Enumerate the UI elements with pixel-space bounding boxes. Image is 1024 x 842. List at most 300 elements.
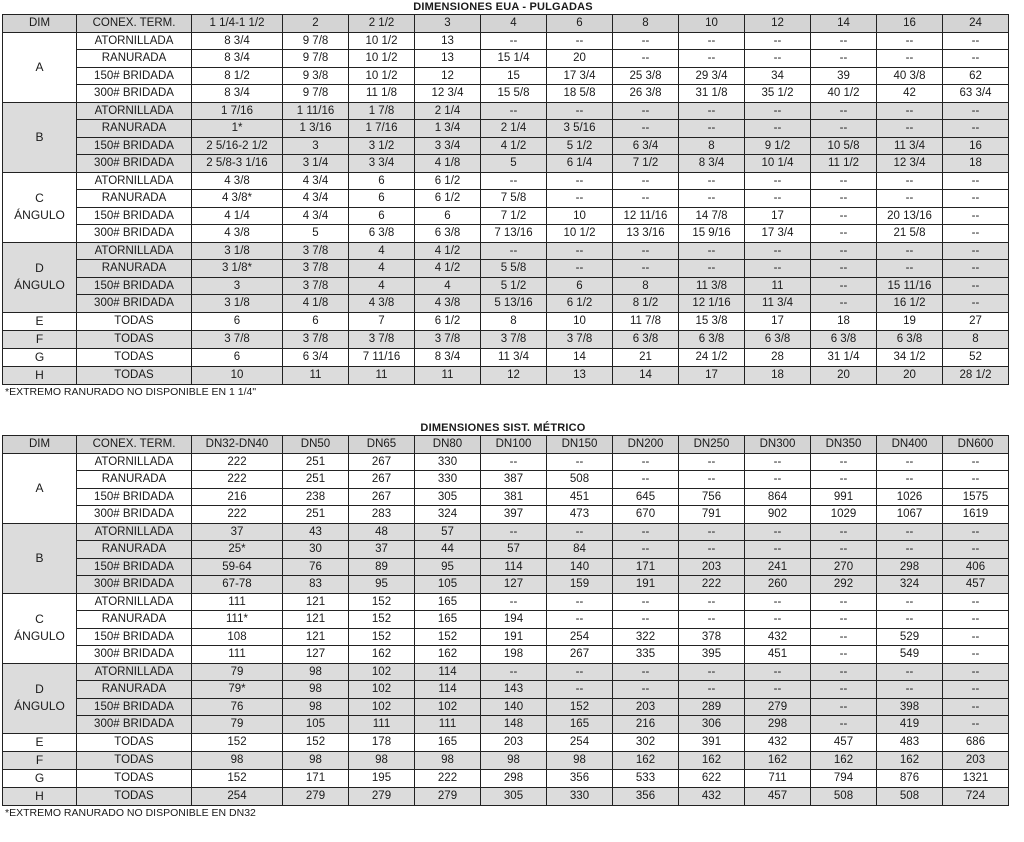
value-cell: 95 xyxy=(415,558,481,576)
value-cell: 254 xyxy=(547,628,613,646)
value-cell: 140 xyxy=(481,698,547,716)
value-cell: -- xyxy=(679,32,745,50)
value-cell: -- xyxy=(745,453,811,471)
value-cell: -- xyxy=(679,172,745,190)
value-cell: -- xyxy=(679,593,745,611)
value-cell: 7 1/2 xyxy=(481,207,547,225)
value-cell: -- xyxy=(613,190,679,208)
value-cell: 10 xyxy=(192,366,283,384)
value-cell: -- xyxy=(943,523,1009,541)
value-cell: -- xyxy=(811,681,877,699)
value-cell: -- xyxy=(745,32,811,50)
dim-label-line: D xyxy=(35,682,44,696)
value-cell: 121 xyxy=(283,593,349,611)
value-cell: -- xyxy=(877,663,943,681)
value-cell: -- xyxy=(811,32,877,50)
value-cell: 6 xyxy=(349,190,415,208)
value-cell: 533 xyxy=(613,769,679,787)
value-cell: -- xyxy=(547,260,613,278)
value-cell: 98 xyxy=(283,663,349,681)
value-cell: 4 1/4 xyxy=(192,207,283,225)
dim-label xyxy=(3,172,77,242)
value-cell: -- xyxy=(613,541,679,559)
value-cell: 165 xyxy=(547,716,613,734)
value-cell: -- xyxy=(745,190,811,208)
value-cell: -- xyxy=(547,102,613,120)
value-cell: 279 xyxy=(415,787,481,805)
value-cell: -- xyxy=(679,681,745,699)
value-cell: 6 xyxy=(547,277,613,295)
value-cell: -- xyxy=(811,453,877,471)
value-cell: 29 3/4 xyxy=(679,67,745,85)
value-cell: -- xyxy=(547,611,613,629)
value-cell: 25 3/8 xyxy=(613,67,679,85)
value-cell: -- xyxy=(547,190,613,208)
connection-cell: ATORNILLADA xyxy=(77,453,192,471)
dim-label-line: F xyxy=(35,752,44,767)
value-cell: 330 xyxy=(415,453,481,471)
value-cell: 140 xyxy=(547,558,613,576)
value-cell: 3 7/8 xyxy=(283,242,349,260)
table-row xyxy=(3,312,1009,330)
value-cell: 15 xyxy=(481,67,547,85)
size-header: DN300 xyxy=(745,436,811,454)
value-cell: -- xyxy=(745,50,811,68)
value-cell: 121 xyxy=(283,611,349,629)
value-cell: 152 xyxy=(349,611,415,629)
size-header: 10 xyxy=(679,15,745,33)
value-cell: 356 xyxy=(613,787,679,805)
value-cell: 105 xyxy=(415,576,481,594)
dim-label-line: ÁNGULO xyxy=(14,208,65,222)
value-cell: 2 1/4 xyxy=(481,120,547,138)
value-cell: 6 xyxy=(192,348,283,366)
size-header: 2 xyxy=(283,15,349,33)
value-cell: 39 xyxy=(811,67,877,85)
value-cell: 1321 xyxy=(943,769,1009,787)
table-row xyxy=(3,102,1009,120)
table-row xyxy=(3,769,1009,787)
value-cell: 8 3/4 xyxy=(192,50,283,68)
value-cell: 508 xyxy=(811,787,877,805)
value-cell: 298 xyxy=(481,769,547,787)
value-cell: 483 xyxy=(877,733,943,751)
value-cell: 42 xyxy=(877,85,943,103)
table-row xyxy=(3,32,1009,50)
value-cell: 35 1/2 xyxy=(745,85,811,103)
table-body xyxy=(3,453,1009,805)
value-cell: 7 5/8 xyxy=(481,190,547,208)
value-cell: 108 xyxy=(192,628,283,646)
dim-label xyxy=(3,523,77,593)
value-cell: -- xyxy=(943,225,1009,243)
value-cell: 19 xyxy=(877,312,943,330)
value-cell: -- xyxy=(613,120,679,138)
value-cell: 98 xyxy=(547,751,613,769)
value-cell: 1026 xyxy=(877,488,943,506)
value-cell: 222 xyxy=(192,506,283,524)
value-cell: -- xyxy=(481,102,547,120)
value-cell: 267 xyxy=(349,453,415,471)
value-cell: -- xyxy=(811,190,877,208)
imperial-table-title: DIMENSIONES EUA - PULGADAS xyxy=(413,1,593,13)
value-cell: 267 xyxy=(547,646,613,664)
value-cell: 254 xyxy=(192,787,283,805)
value-cell: 98 xyxy=(415,751,481,769)
value-cell: 3 7/8 xyxy=(415,330,481,348)
value-cell: 1 11/16 xyxy=(283,102,349,120)
value-cell: -- xyxy=(745,172,811,190)
connection-cell: TODAS xyxy=(77,330,192,348)
value-cell: -- xyxy=(811,260,877,278)
value-cell: 11 3/4 xyxy=(745,295,811,313)
dim-label-line: ÁNGULO xyxy=(14,629,65,643)
value-cell: 270 xyxy=(811,558,877,576)
value-cell: 4 1/2 xyxy=(415,242,481,260)
table-row xyxy=(3,225,1009,243)
dim-label xyxy=(3,663,77,733)
table-row xyxy=(3,506,1009,524)
value-cell: 40 1/2 xyxy=(811,85,877,103)
value-cell: 5 xyxy=(481,155,547,173)
size-header: DN400 xyxy=(877,436,943,454)
value-cell: 79 xyxy=(192,716,283,734)
value-cell: 6 xyxy=(349,207,415,225)
value-cell: 8 xyxy=(943,330,1009,348)
value-cell: 5 1/2 xyxy=(481,277,547,295)
value-cell: 4 1/8 xyxy=(283,295,349,313)
value-cell: 6 3/8 xyxy=(811,330,877,348)
value-cell: 4 xyxy=(349,242,415,260)
value-cell: -- xyxy=(745,593,811,611)
value-cell: 1 3/4 xyxy=(415,120,481,138)
value-cell: 111 xyxy=(192,593,283,611)
value-cell: -- xyxy=(679,471,745,489)
value-cell: 1 7/8 xyxy=(349,102,415,120)
value-cell: 17 3/4 xyxy=(547,67,613,85)
table-body xyxy=(3,32,1009,384)
value-cell: 5 xyxy=(283,225,349,243)
value-cell: 1* xyxy=(192,120,283,138)
value-cell: 457 xyxy=(943,576,1009,594)
value-cell: 473 xyxy=(547,506,613,524)
connection-cell: TODAS xyxy=(77,312,192,330)
value-cell: -- xyxy=(943,32,1009,50)
value-cell: -- xyxy=(877,102,943,120)
value-cell: 12 11/16 xyxy=(613,207,679,225)
value-cell: 57 xyxy=(415,523,481,541)
value-cell: 76 xyxy=(192,698,283,716)
value-cell: -- xyxy=(679,242,745,260)
imperial-dimensions-section xyxy=(2,0,1004,399)
value-cell: -- xyxy=(811,50,877,68)
value-cell: 17 xyxy=(745,207,811,225)
connection-cell: RANURADA xyxy=(77,471,192,489)
value-cell: 34 1/2 xyxy=(877,348,943,366)
value-cell: 298 xyxy=(745,716,811,734)
value-cell: 4 1/8 xyxy=(415,155,481,173)
value-cell: 289 xyxy=(679,698,745,716)
table-row xyxy=(3,155,1009,173)
value-cell: -- xyxy=(547,681,613,699)
value-cell: 111 xyxy=(192,646,283,664)
value-cell: 6 3/8 xyxy=(613,330,679,348)
dim-label xyxy=(3,453,77,523)
value-cell: 111 xyxy=(349,716,415,734)
value-cell: 3 7/8 xyxy=(283,330,349,348)
value-cell: 8 3/4 xyxy=(192,32,283,50)
value-cell: 508 xyxy=(877,787,943,805)
value-cell: 298 xyxy=(877,558,943,576)
value-cell: 395 xyxy=(679,646,745,664)
value-cell: 791 xyxy=(679,506,745,524)
value-cell: -- xyxy=(613,681,679,699)
value-cell: 10 xyxy=(547,207,613,225)
value-cell: 254 xyxy=(547,733,613,751)
value-cell: 11 xyxy=(415,366,481,384)
value-cell: 198 xyxy=(481,646,547,664)
table-row xyxy=(3,787,1009,805)
value-cell: -- xyxy=(613,32,679,50)
size-header: 1 1/4-1 1/2 xyxy=(192,15,283,33)
connection-cell: TODAS xyxy=(77,769,192,787)
value-cell: 203 xyxy=(613,698,679,716)
value-cell: 57 xyxy=(481,541,547,559)
value-cell: -- xyxy=(481,453,547,471)
value-cell: -- xyxy=(745,102,811,120)
value-cell: 15 1/4 xyxy=(481,50,547,68)
value-cell: -- xyxy=(481,32,547,50)
size-header: 2 1/2 xyxy=(349,15,415,33)
value-cell: 165 xyxy=(415,733,481,751)
value-cell: 84 xyxy=(547,541,613,559)
value-cell: 324 xyxy=(415,506,481,524)
value-cell: 3 1/2 xyxy=(349,137,415,155)
value-cell: 12 xyxy=(481,366,547,384)
connection-cell: 150# BRIDADA xyxy=(77,488,192,506)
connection-cell: 300# BRIDADA xyxy=(77,506,192,524)
value-cell: 902 xyxy=(745,506,811,524)
value-cell: -- xyxy=(613,242,679,260)
value-cell: 165 xyxy=(415,611,481,629)
table-row xyxy=(3,681,1009,699)
value-cell: -- xyxy=(943,207,1009,225)
value-cell: 10 1/2 xyxy=(349,32,415,50)
connection-cell: 300# BRIDADA xyxy=(77,646,192,664)
value-cell: 13 xyxy=(415,50,481,68)
value-cell: 159 xyxy=(547,576,613,594)
value-cell: 6 1/2 xyxy=(415,172,481,190)
value-cell: -- xyxy=(877,50,943,68)
value-cell: 1619 xyxy=(943,506,1009,524)
value-cell: 152 xyxy=(547,698,613,716)
value-cell: 724 xyxy=(943,787,1009,805)
value-cell: 148 xyxy=(481,716,547,734)
value-cell: 670 xyxy=(613,506,679,524)
metric-dimensions-section xyxy=(2,421,1004,820)
value-cell: 864 xyxy=(745,488,811,506)
table-row xyxy=(3,172,1009,190)
table-row xyxy=(3,295,1009,313)
value-cell: -- xyxy=(943,277,1009,295)
connection-cell: RANURADA xyxy=(77,190,192,208)
dim-label-line: E xyxy=(35,734,44,749)
connection-cell: TODAS xyxy=(77,348,192,366)
value-cell: 6 3/4 xyxy=(613,137,679,155)
value-cell: 7 11/16 xyxy=(349,348,415,366)
value-cell: -- xyxy=(811,225,877,243)
value-cell: 52 xyxy=(943,348,1009,366)
value-cell: 15 5/8 xyxy=(481,85,547,103)
value-cell: 251 xyxy=(283,506,349,524)
dim-label-line: G xyxy=(34,349,45,364)
value-cell: 6 xyxy=(192,312,283,330)
table-row xyxy=(3,488,1009,506)
value-cell: 12 xyxy=(415,67,481,85)
value-cell: 8 1/2 xyxy=(192,67,283,85)
dim-label xyxy=(3,102,77,172)
value-cell: 4 3/4 xyxy=(283,172,349,190)
value-cell: 356 xyxy=(547,769,613,787)
value-cell: 17 xyxy=(745,312,811,330)
value-cell: 9 7/8 xyxy=(283,85,349,103)
value-cell: 3 7/8 xyxy=(547,330,613,348)
value-cell: 152 xyxy=(349,593,415,611)
table-row xyxy=(3,541,1009,559)
connection-cell: 150# BRIDADA xyxy=(77,277,192,295)
table-row xyxy=(3,67,1009,85)
dim-label-line: F xyxy=(35,331,44,346)
value-cell: -- xyxy=(877,541,943,559)
value-cell: -- xyxy=(877,260,943,278)
size-header: 6 xyxy=(547,15,613,33)
value-cell: -- xyxy=(481,172,547,190)
value-cell: 3 7/8 xyxy=(283,277,349,295)
table-row xyxy=(3,330,1009,348)
value-cell: 267 xyxy=(349,488,415,506)
size-header: DN65 xyxy=(349,436,415,454)
value-cell: 98 xyxy=(481,751,547,769)
value-cell: 18 5/8 xyxy=(547,85,613,103)
value-cell: 251 xyxy=(283,471,349,489)
value-cell: 20 xyxy=(547,50,613,68)
value-cell: 3 5/16 xyxy=(547,120,613,138)
value-cell: 876 xyxy=(877,769,943,787)
value-cell: -- xyxy=(877,453,943,471)
size-header: 3 xyxy=(415,15,481,33)
connection-cell: 150# BRIDADA xyxy=(77,628,192,646)
value-cell: 6 xyxy=(349,172,415,190)
value-cell: 4 3/8 xyxy=(349,295,415,313)
value-cell: 127 xyxy=(481,576,547,594)
header-row xyxy=(3,15,1009,33)
value-cell: -- xyxy=(811,172,877,190)
value-cell: -- xyxy=(943,611,1009,629)
value-cell: 15 3/8 xyxy=(679,312,745,330)
value-cell: -- xyxy=(613,453,679,471)
value-cell: -- xyxy=(547,242,613,260)
value-cell: 11 1/8 xyxy=(349,85,415,103)
table-header xyxy=(3,15,1009,33)
value-cell: 111* xyxy=(192,611,283,629)
value-cell: 37 xyxy=(349,541,415,559)
value-cell: 1029 xyxy=(811,506,877,524)
value-cell: 15 9/16 xyxy=(679,225,745,243)
connection-cell: 300# BRIDADA xyxy=(77,225,192,243)
value-cell: -- xyxy=(877,471,943,489)
size-header: 4 xyxy=(481,15,547,33)
value-cell: -- xyxy=(679,120,745,138)
value-cell: 4 1/2 xyxy=(415,260,481,278)
value-cell: -- xyxy=(745,611,811,629)
size-header: DN150 xyxy=(547,436,613,454)
value-cell: 279 xyxy=(349,787,415,805)
value-cell: 387 xyxy=(481,471,547,489)
dim-label-line: E xyxy=(35,313,44,328)
value-cell: -- xyxy=(877,681,943,699)
dim-label xyxy=(3,330,77,348)
value-cell: 7 xyxy=(349,312,415,330)
value-cell: 37 xyxy=(192,523,283,541)
table-row xyxy=(3,716,1009,734)
value-cell: 335 xyxy=(613,646,679,664)
value-cell: 98 xyxy=(283,681,349,699)
value-cell: 102 xyxy=(349,681,415,699)
value-cell: 152 xyxy=(192,769,283,787)
value-cell: -- xyxy=(811,523,877,541)
value-cell: 11 xyxy=(745,277,811,295)
table-row xyxy=(3,277,1009,295)
value-cell: 457 xyxy=(745,787,811,805)
connection-cell: RANURADA xyxy=(77,50,192,68)
value-cell: -- xyxy=(943,172,1009,190)
value-cell: 111 xyxy=(415,716,481,734)
value-cell: -- xyxy=(811,716,877,734)
table-row xyxy=(3,190,1009,208)
dim-label xyxy=(3,32,77,102)
connection-cell: RANURADA xyxy=(77,260,192,278)
value-cell: 14 xyxy=(547,348,613,366)
dim-label-line: C xyxy=(35,612,44,626)
value-cell: 21 5/8 xyxy=(877,225,943,243)
metric-dimensions-table xyxy=(2,435,1009,806)
value-cell: 10 5/8 xyxy=(811,137,877,155)
imperial-footnote: *EXTREMO RANURADO NO DISPONIBLE EN 1 1/4" xyxy=(5,385,257,398)
value-cell: -- xyxy=(481,523,547,541)
value-cell: -- xyxy=(877,523,943,541)
value-cell: 6 1/2 xyxy=(547,295,613,313)
value-cell: 9 1/2 xyxy=(745,137,811,155)
value-cell: 165 xyxy=(415,593,481,611)
connection-cell: ATORNILLADA xyxy=(77,523,192,541)
connection-cell: RANURADA xyxy=(77,681,192,699)
value-cell: 391 xyxy=(679,733,745,751)
table-row xyxy=(3,50,1009,68)
connection-cell: 300# BRIDADA xyxy=(77,716,192,734)
value-cell: 79* xyxy=(192,681,283,699)
metric-table-title: DIMENSIONES SIST. MÉTRICO xyxy=(420,422,586,434)
value-cell: 222 xyxy=(679,576,745,594)
value-cell: 330 xyxy=(415,471,481,489)
value-cell: -- xyxy=(943,681,1009,699)
value-cell: 216 xyxy=(613,716,679,734)
value-cell: 26 3/8 xyxy=(613,85,679,103)
value-cell: 162 xyxy=(679,751,745,769)
value-cell: 195 xyxy=(349,769,415,787)
value-cell: 194 xyxy=(481,611,547,629)
value-cell: 3 1/8 xyxy=(192,295,283,313)
value-cell: 102 xyxy=(349,698,415,716)
